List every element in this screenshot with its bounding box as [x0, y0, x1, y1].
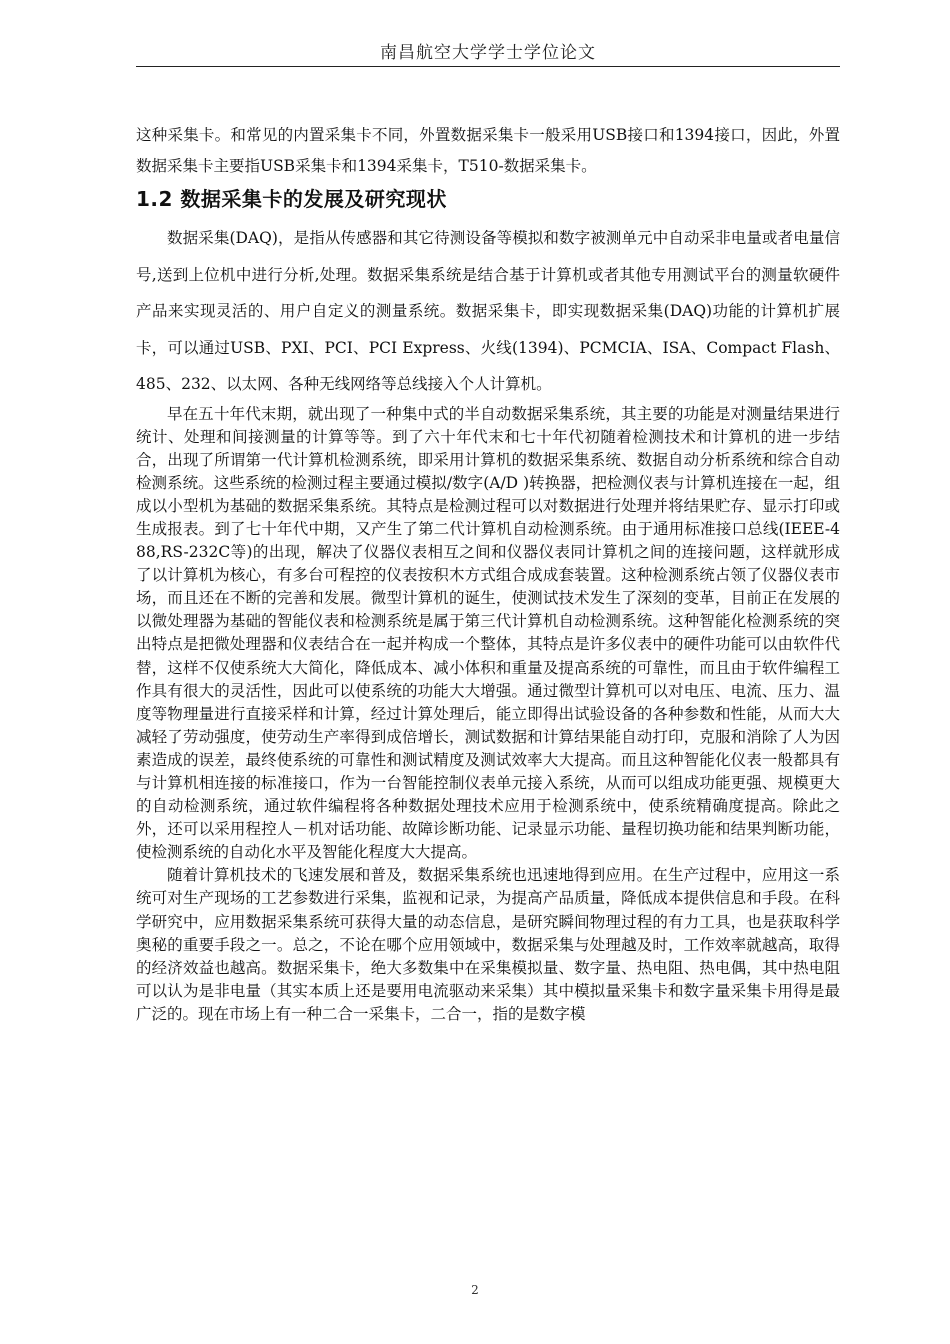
page-body: [136, 120, 840, 1026]
running-header: 南昌航空大学学士学位论文: [380, 43, 596, 63]
intro-paragraph: 这种采集卡。和常见的内置采集卡不同，外置数据采集卡一般采用USB接口和1394接口，因此，外置数据采集卡主要指USB采集卡和1394采集卡，T510-数据采集卡。: [136, 126, 840, 175]
header-rule: [136, 66, 840, 67]
paragraph-history: 早在五十年代末期，就出现了一种集中式的半自动数据采集系统，其主要的功能是对测量结果进行统计、处理和间接测量的计算等等。到了六十年代末和七十年代初随着检测技术和计算机的进一步结合，出现了所谓第一代计算机检测系统，即采用计算机的数据采集系统、数据自动分析系统和综合自动检测系统。这些系统的检测过程主要通过模拟/数字(A/D )转换器，把检测仪表与计算机连接在一起，组成以小型机为基础的数据采集系统。其特点是检测过程可以对数据进行处理并将结果贮存、显示打印或生成报表。到了七十年代中期，又产生了第二代计算机自动检测系统。由于通用标准接口总线(IEEE-488,RS-232C等)的出现，解决了仪器仪表相互之间和仪器仪表同计算机之间的连接问题，这样就形成了以计算机为核心，有多台可程控的仪表按积木方式组合成成套装置。这种检测系统占领了仪器仪表市场，而且还在不断的完善和发展。微型计算机的诞生，使测试技术发生了深刻的变革，目前正在发展的以微处理器为基础的智能仪表和检测系统是属于第三代计算机自动检测系统。这种智能化检测系统的突出特点是把微处理器和仪表结合在一起并构成一个整体，其特点是许多仪表中的硬件功能可以由软件代替，这样不仅使系统大大简化，降低成本、减小体积和重量及提高系统的可靠性，而且由于软件编程工作具有很大的灵活性，因此可以使系统的功能大大增强。通过微型计算机可以对电压、电流、压力、温度等物理量进行直接采样和计算，经过计算处理后，能立即得出试验设备的各种参数和性能，从而大大减轻了劳动强度，使劳动生产率得到成倍增长，测试数据和计算结果能自动打印，克服和消除了人为因素造成的误差，最终使系统的可靠性和测试精度及测试效率大大提高。而且这种智能化仪表一般都具有与计算机相连接的标准接口，作为一台智能控制仪表单元接入系统，从而可以组成功能更强、规模更大的自动检测系统，通过软件编程将各种数据处理技术应用于检测系统中，使系统精确度提高。除此之外，还可以采用程控人－机对话功能、故障诊断功能、记录显示功能、量程切换功能和结果判断功能，使检测系统的自动化水平及智能化程度大大提高。: [136, 404, 840, 862]
section-heading: 1.2 数据采集卡的发展及研究现状: [136, 187, 447, 211]
paragraph-daq-definition: 数据采集(DAQ)，是指从传感器和其它待测设备等模拟和数字被测单元中自动采非电量或者电量信号,送到上位机中进行分析,处理。数据采集系统是结合基于计算机或者其他专用测试平台的测量软硬件产品来实现灵活的、用户自定义的测量系统。数据采集卡，即实现数据采集(DAQ)功能的计算机扩展卡，可以通过USB、PXI、PCI、PCI Express、火线(1394)、PCMCIA、ISA、Compact Flash、485、232、以太网、各种无线网络等总线接入个人计算机。: [136, 229, 840, 393]
paragraph-applications: 随着计算机技术的飞速发展和普及，数据采集系统也迅速地得到应用。在生产过程中，应用这一系统可对生产现场的工艺参数进行采集，监视和记录，为提高产品质量，降低成本提供信息和手段。在科学研究中，应用数据采集系统可获得大量的动态信息，是研究瞬间物理过程的有力工具，也是获取科学奥秘的重要手段之一。总之，不论在哪个应用领域中，数据采集与处理越及时，工作效率就越高，取得的经济效益也越高。数据采集卡，绝大多数集中在采集模拟量、数字量、热电阻、热电偶，其中热电阻可以认为是非电量（其实本质上还是要用电流驱动来采集）其中模拟量采集卡和数字量采集卡用得是最广泛的。现在市场上有一种二合一采集卡，二合一，指的是数字模: [136, 866, 840, 1023]
page-number: 2: [471, 1283, 479, 1297]
